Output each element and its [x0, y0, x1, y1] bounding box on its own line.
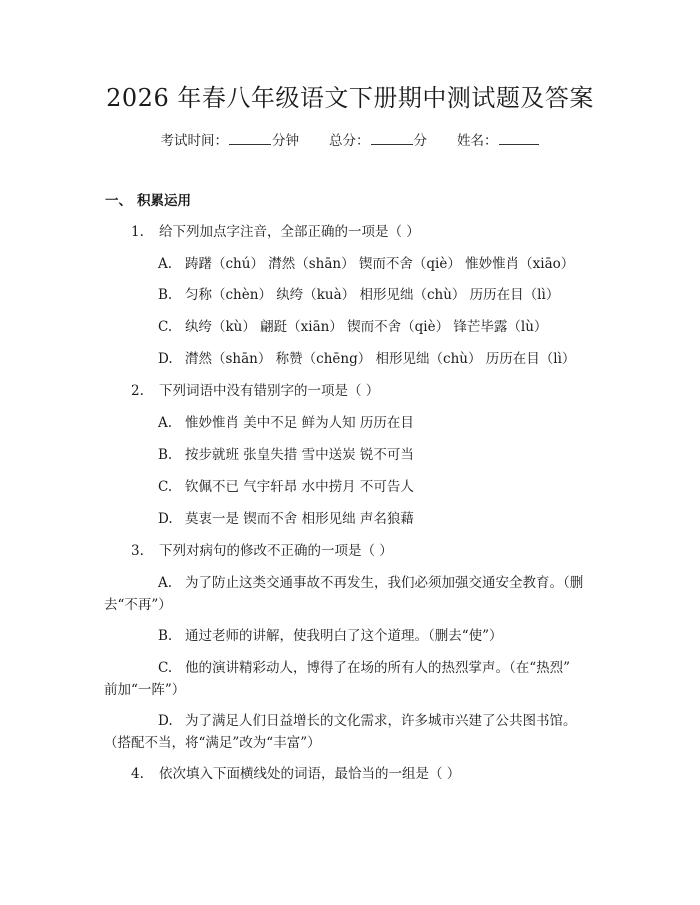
total-score-blank — [371, 132, 413, 145]
question-number: 1. — [131, 224, 144, 240]
question-2-option-c — [158, 477, 414, 497]
option-label: C. — [158, 660, 173, 676]
option-text: 惟妙惟肖 美中不足 鲜为人知 历历在目 — [185, 415, 414, 431]
section-number: 一、 — [105, 193, 132, 209]
option-text: 为了满足人们日益增长的文化需求，许多城市兴建了公共图书馆。 — [185, 713, 577, 729]
question-number: 3. — [131, 543, 144, 559]
question-2-option-d — [158, 509, 414, 529]
option-label: C. — [158, 479, 173, 495]
section-title: 积累运用 — [137, 193, 191, 209]
question-text: 下列对病句的修改不正确的一项是（ ） — [159, 543, 393, 559]
question-3-option-d — [158, 711, 577, 731]
exam-info — [0, 131, 700, 151]
question-3-option-a — [158, 573, 583, 593]
question-1-option-d — [158, 349, 575, 369]
option-label: C. — [158, 319, 173, 335]
question-2-option-a — [158, 413, 414, 433]
option-label: D. — [158, 713, 173, 729]
option-text: 匀称（chèn） 纨绔（kuà） 相形见绌（chù） 历历在目（lì） — [185, 287, 560, 303]
option-text: 为了防止这类交通事故不再发生，我们必须加强交通安全教育。（删 — [185, 575, 584, 591]
name-label: 姓名： — [457, 133, 498, 149]
question-number: 2. — [131, 383, 144, 399]
option-label: B. — [158, 628, 173, 644]
option-label: B. — [158, 447, 173, 463]
exam-time-unit: 分钟 — [272, 133, 299, 149]
section-heading — [105, 191, 191, 211]
option-text: 钦佩不已 气宇轩昂 水中捞月 不可告人 — [185, 479, 414, 495]
option-label: A. — [158, 575, 173, 591]
name-field — [457, 131, 540, 151]
option-label: D. — [158, 351, 173, 367]
name-blank — [499, 132, 539, 145]
option-label: B. — [158, 287, 173, 303]
option-label: A. — [158, 256, 173, 272]
question-text: 依次填入下面横线处的词语，最恰当的一组是（ ） — [159, 766, 461, 782]
total-score-field — [329, 131, 427, 151]
question-1-option-a — [158, 254, 574, 274]
question-4 — [131, 764, 460, 784]
question-3-option-c — [158, 658, 570, 678]
question-1 — [131, 222, 420, 242]
total-score-unit: 分 — [413, 133, 427, 149]
page-title: 2026 年春八年级语文下册期中测试题及答案 — [106, 84, 594, 112]
option-text: 踌躇（chú） 潸然（shān） 锲而不舍（qiè） 惟妙惟肖（xiāo） — [185, 256, 575, 272]
question-3-option-d-continuation: （搭配不当，将“满足”改为“丰富”） — [104, 735, 321, 751]
question-3-option-b — [158, 626, 503, 646]
option-text: 他的演讲精彩动人，博得了在场的所有人的热烈掌声。（在“热烈” — [185, 660, 571, 676]
option-label: A. — [158, 415, 173, 431]
question-3 — [131, 541, 393, 561]
question-text: 给下列加点字注音，全部正确的一项是（ ） — [159, 224, 420, 240]
option-text: 潸然（shān） 称赞（chēng） 相形见绌（chù） 历历在目（lì） — [185, 351, 576, 367]
question-text: 下列词语中没有错别字的一项是（ ） — [159, 383, 380, 399]
exam-time-blank — [229, 132, 271, 145]
exam-time-label: 考试时间： — [160, 133, 228, 149]
option-text: 纨绔（kù） 翩跹（xiān） 锲而不舍（qiè） 锋芒毕露（lù） — [185, 319, 548, 335]
question-2 — [131, 381, 379, 401]
question-3-option-a-continuation: 去“不再”） — [104, 597, 172, 613]
total-score-label: 总分： — [329, 133, 370, 149]
question-1-option-c — [158, 317, 547, 337]
option-label: D. — [158, 511, 173, 527]
question-number: 4. — [131, 766, 144, 782]
question-1-option-b — [158, 285, 559, 305]
option-text: 按步就班 张皇失措 雪中送炭 锐不可当 — [185, 447, 414, 463]
option-text: 莫衷一是 锲而不舍 相形见绌 声名狼藉 — [185, 511, 414, 527]
question-2-option-b — [158, 445, 414, 465]
question-3-option-c-continuation: 前加“一阵”） — [104, 682, 186, 698]
option-text: 通过老师的讲解，使我明白了这个道理。（删去“使”） — [185, 628, 503, 644]
exam-time-field — [161, 131, 300, 151]
